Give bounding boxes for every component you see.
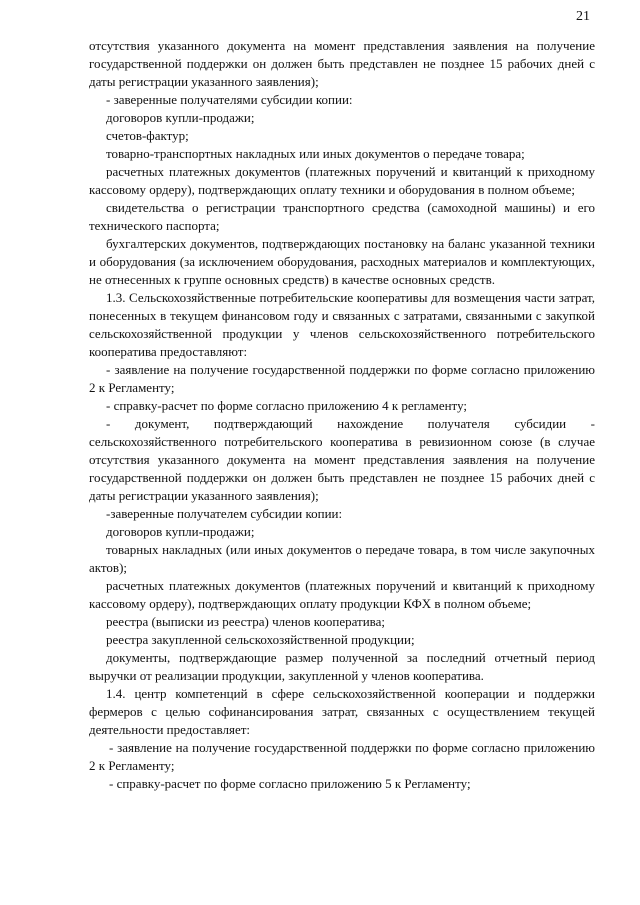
paragraph: товарно-транспортных накладных или иных документов о передаче товара; (106, 146, 525, 161)
paragraph: документы, подтверждающие размер полученной за последний отчетный период выручки от реализации продукции, закупленной у членов кооператива. (89, 650, 595, 683)
paragraph: свидетельства о регистрации транспортного средства (самоходной машины) и его технического паспорта; (89, 200, 595, 233)
paragraph: - заверенные получателями субсидии копии: (106, 92, 353, 107)
paragraph: бухгалтерских документов, подтверждающих постановку на баланс указанной техники и оборудования (за исключением оборудования, расходных материалов и комплектующих, не отнесенных к группе основных средств) в качестве основных средств. (89, 236, 595, 287)
paragraph: - справку-расчет по форме согласно приложению 4 к регламенту; (106, 398, 468, 413)
paragraph: - заявление на получение государственной поддержки по форме согласно приложению 2 к Регламенту; (89, 740, 595, 773)
page-number: 21 (576, 9, 590, 24)
paragraph: реестра (выписки из реестра) членов кооператива; (106, 614, 386, 629)
paragraph: расчетных платежных документов (платежных поручений и квитанций к приходному кассовому ордеру), подтверждающих оплату техники и оборудования в полном объеме; (89, 164, 595, 197)
paragraph: - заявление на получение государственной поддержки по форме согласно приложению 2 к Регламенту; (89, 362, 595, 395)
paragraph: счетов-фактур; (106, 128, 189, 143)
paragraph: товарных накладных (или иных документов о передаче товара, в том числе закупочных актов); (89, 542, 595, 575)
paragraph: -заверенные получателем субсидии копии: (106, 506, 343, 521)
paragraph: реестра закупленной сельскохозяйственной продукции; (106, 632, 415, 647)
section-paragraph: 1.3. Сельскохозяйственные потребительские кооперативы для возмещения части затрат, понесенных в текущем финансовом году и связанных с затратами, связанными с закупкой сельскохозяйственной продукции у членов сельскохозяйственного потребительского кооператива предоставляют: (89, 290, 595, 359)
paragraph: договоров купли-продажи; (106, 524, 255, 539)
paragraph: отсутствия указанного документа на момент представления заявления на получение государственной поддержки он должен быть представлен не позднее 15 рабочих дней с даты регистрации указанного заявления); (89, 38, 595, 89)
section-paragraph: 1.4. центр компетенций в сфере сельскохозяйственной кооперации и поддержки фермеров с целью софинансирования затрат, связанных с осуществлением текущей деятельности предоставляет: (89, 686, 595, 737)
paragraph: - документ, подтверждающий нахождение получателя субсидии - сельскохозяйственного потребительского кооператива в ревизионном союзе (в случае отсутствия указанного документа на момент представления заявления на получение государственной поддержки он должен быть представлен не позднее 15 рабочих дней с даты регистрации указанного заявления); (89, 416, 595, 503)
paragraph: расчетных платежных документов (платежных поручений и квитанций к приходному кассовому ордеру), подтверждающих оплату продукции КФХ в полном объеме; (89, 578, 595, 611)
paragraph: договоров купли-продажи; (106, 110, 255, 125)
document-body (89, 37, 595, 793)
paragraph: - справку-расчет по форме согласно приложению 5 к Регламенту; (109, 776, 471, 791)
